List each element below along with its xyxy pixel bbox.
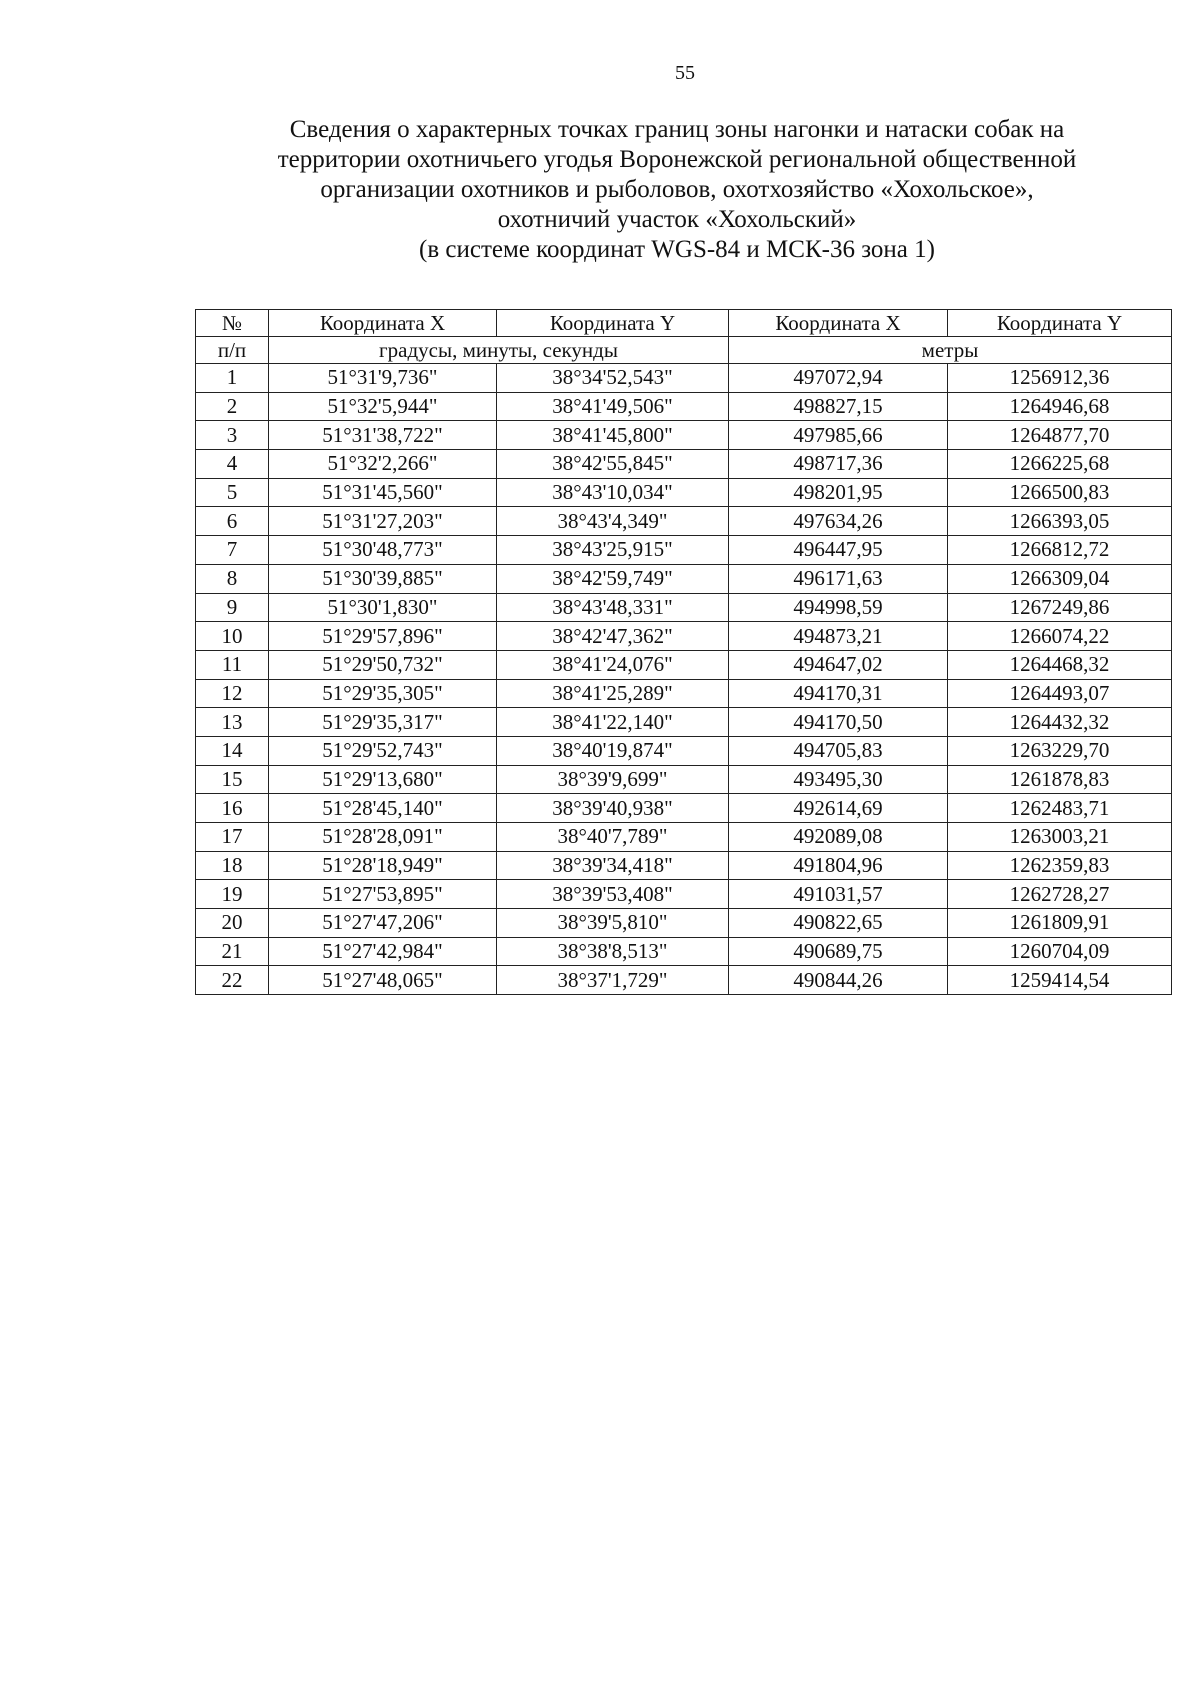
latitude-dms-cell: 51°29'13,680" [269, 765, 497, 794]
y-meters-cell: 1262728,27 [948, 880, 1172, 909]
x-meters-cell: 498827,15 [729, 392, 948, 421]
latitude-dms-cell: 51°27'47,206" [269, 909, 497, 938]
y-meters-cell: 1261878,83 [948, 765, 1172, 794]
table-row [196, 708, 1172, 737]
y-meters-cell: 1262483,71 [948, 794, 1172, 823]
title-line: (в системе координат WGS-84 и МСК-36 зона 1) [419, 236, 935, 263]
longitude-dms-cell: 38°38'8,513" [497, 937, 729, 966]
table-row [196, 392, 1172, 421]
x-meters-cell: 492089,08 [729, 823, 948, 852]
y-meters-cell: 1261809,91 [948, 909, 1172, 938]
latitude-dms-cell: 51°28'28,091" [269, 823, 497, 852]
table-row [196, 364, 1172, 393]
y-meters-cell: 1267249,86 [948, 593, 1172, 622]
y-meters-cell: 1264877,70 [948, 421, 1172, 450]
y-meters-cell: 1264432,32 [948, 708, 1172, 737]
latitude-dms-cell: 51°29'50,732" [269, 650, 497, 679]
title-line: охотничий участок «Хохольский» [497, 206, 857, 233]
point-number-cell: 20 [196, 909, 269, 938]
header-number-subtitle: п/п [196, 337, 269, 364]
longitude-dms-cell: 38°39'40,938" [497, 794, 729, 823]
table-row [196, 478, 1172, 507]
point-number-cell: 13 [196, 708, 269, 737]
point-number-cell: 14 [196, 736, 269, 765]
x-meters-cell: 494998,59 [729, 593, 948, 622]
y-meters-cell: 1264946,68 [948, 392, 1172, 421]
longitude-dms-cell: 38°39'34,418" [497, 851, 729, 880]
longitude-dms-cell: 38°39'9,699" [497, 765, 729, 794]
point-number-cell: 5 [196, 478, 269, 507]
longitude-dms-cell: 38°39'5,810" [497, 909, 729, 938]
point-number-cell: 2 [196, 392, 269, 421]
longitude-dms-cell: 38°41'24,076" [497, 650, 729, 679]
page-number: 55 [675, 62, 695, 84]
y-meters-cell: 1266309,04 [948, 564, 1172, 593]
x-meters-cell: 494873,21 [729, 622, 948, 651]
latitude-dms-cell: 51°32'2,266" [269, 450, 497, 479]
y-meters-cell: 1266225,68 [948, 450, 1172, 479]
y-meters-cell: 1260704,09 [948, 937, 1172, 966]
table-row [196, 450, 1172, 479]
point-number-cell: 3 [196, 421, 269, 450]
header-coordinate-y-meters: Координата Y [948, 310, 1172, 337]
y-meters-cell: 1259414,54 [948, 966, 1172, 995]
point-number-cell: 11 [196, 650, 269, 679]
x-meters-cell: 494170,31 [729, 679, 948, 708]
latitude-dms-cell: 51°27'48,065" [269, 966, 497, 995]
table-row [196, 823, 1172, 852]
x-meters-cell: 491804,96 [729, 851, 948, 880]
latitude-dms-cell: 51°29'35,317" [269, 708, 497, 737]
y-meters-cell: 1262359,83 [948, 851, 1172, 880]
table-row [196, 421, 1172, 450]
latitude-dms-cell: 51°30'1,830" [269, 593, 497, 622]
x-meters-cell: 494647,02 [729, 650, 948, 679]
x-meters-cell: 494705,83 [729, 736, 948, 765]
x-meters-cell: 497634,26 [729, 507, 948, 536]
header-coordinate-x-degrees: Координата X [269, 310, 497, 337]
header-coordinate-y-degrees: Координата Y [497, 310, 729, 337]
latitude-dms-cell: 51°27'42,984" [269, 937, 497, 966]
longitude-dms-cell: 38°41'22,140" [497, 708, 729, 737]
latitude-dms-cell: 51°32'5,944" [269, 392, 497, 421]
longitude-dms-cell: 38°43'4,349" [497, 507, 729, 536]
x-meters-cell: 498717,36 [729, 450, 948, 479]
latitude-dms-cell: 51°28'45,140" [269, 794, 497, 823]
y-meters-cell: 1266393,05 [948, 507, 1172, 536]
longitude-dms-cell: 38°41'49,506" [497, 392, 729, 421]
latitude-dms-cell: 51°30'48,773" [269, 536, 497, 565]
x-meters-cell: 496171,63 [729, 564, 948, 593]
point-number-cell: 12 [196, 679, 269, 708]
units-degrees: градусы, минуты, секунды [269, 337, 729, 364]
longitude-dms-cell: 38°40'7,789" [497, 823, 729, 852]
x-meters-cell: 490844,26 [729, 966, 948, 995]
x-meters-cell: 490689,75 [729, 937, 948, 966]
title-line: территории охотничьего угодья Воронежской региональной общественной [277, 146, 1077, 173]
longitude-dms-cell: 38°42'47,362" [497, 622, 729, 651]
table-row [196, 679, 1172, 708]
longitude-dms-cell: 38°34'52,543" [497, 364, 729, 393]
x-meters-cell: 491031,57 [729, 880, 948, 909]
table-row [196, 966, 1172, 995]
longitude-dms-cell: 38°42'55,845" [497, 450, 729, 479]
latitude-dms-cell: 51°30'39,885" [269, 564, 497, 593]
latitude-dms-cell: 51°31'9,736" [269, 364, 497, 393]
table-row [196, 794, 1172, 823]
longitude-dms-cell: 38°37'1,729" [497, 966, 729, 995]
longitude-dms-cell: 38°43'25,915" [497, 536, 729, 565]
x-meters-cell: 492614,69 [729, 794, 948, 823]
point-number-cell: 7 [196, 536, 269, 565]
table-row [196, 937, 1172, 966]
y-meters-cell: 1266500,83 [948, 478, 1172, 507]
table-row [196, 765, 1172, 794]
table-row [196, 622, 1172, 651]
x-meters-cell: 496447,95 [729, 536, 948, 565]
longitude-dms-cell: 38°43'48,331" [497, 593, 729, 622]
point-number-cell: 1 [196, 364, 269, 393]
latitude-dms-cell: 51°31'27,203" [269, 507, 497, 536]
point-number-cell: 19 [196, 880, 269, 909]
table-row [196, 593, 1172, 622]
point-number-cell: 15 [196, 765, 269, 794]
coordinates-table [195, 309, 1172, 995]
point-number-cell: 16 [196, 794, 269, 823]
table-row [196, 851, 1172, 880]
longitude-dms-cell: 38°43'10,034" [497, 478, 729, 507]
title-line: организации охотников и рыболовов, охотхозяйство «Хохольское», [320, 176, 1034, 203]
point-number-cell: 8 [196, 564, 269, 593]
y-meters-cell: 1264493,07 [948, 679, 1172, 708]
latitude-dms-cell: 51°29'57,896" [269, 622, 497, 651]
table-row [196, 909, 1172, 938]
y-meters-cell: 1266074,22 [948, 622, 1172, 651]
x-meters-cell: 494170,50 [729, 708, 948, 737]
table-row [196, 564, 1172, 593]
y-meters-cell: 1256912,36 [948, 364, 1172, 393]
point-number-cell: 21 [196, 937, 269, 966]
table-row [196, 650, 1172, 679]
latitude-dms-cell: 51°31'45,560" [269, 478, 497, 507]
table-body [196, 364, 1172, 995]
x-meters-cell: 490822,65 [729, 909, 948, 938]
longitude-dms-cell: 38°41'45,800" [497, 421, 729, 450]
point-number-cell: 9 [196, 593, 269, 622]
title-line: Сведения о характерных точках границ зоны нагонки и натаски собак на [289, 116, 1065, 143]
x-meters-cell: 498201,95 [729, 478, 948, 507]
point-number-cell: 22 [196, 966, 269, 995]
longitude-dms-cell: 38°42'59,749" [497, 564, 729, 593]
x-meters-cell: 497985,66 [729, 421, 948, 450]
point-number-cell: 10 [196, 622, 269, 651]
x-meters-cell: 493495,30 [729, 765, 948, 794]
point-number-cell: 17 [196, 823, 269, 852]
latitude-dms-cell: 51°29'35,305" [269, 679, 497, 708]
point-number-cell: 18 [196, 851, 269, 880]
header-number: № [196, 310, 269, 337]
point-number-cell: 6 [196, 507, 269, 536]
latitude-dms-cell: 51°31'38,722" [269, 421, 497, 450]
table-row [196, 507, 1172, 536]
latitude-dms-cell: 51°28'18,949" [269, 851, 497, 880]
point-number-cell: 4 [196, 450, 269, 479]
y-meters-cell: 1266812,72 [948, 536, 1172, 565]
table-row [196, 736, 1172, 765]
latitude-dms-cell: 51°27'53,895" [269, 880, 497, 909]
table-row [196, 536, 1172, 565]
y-meters-cell: 1263229,70 [948, 736, 1172, 765]
units-row [196, 337, 1172, 364]
longitude-dms-cell: 38°39'53,408" [497, 880, 729, 909]
header-coordinate-x-meters: Координата X [729, 310, 948, 337]
longitude-dms-cell: 38°41'25,289" [497, 679, 729, 708]
latitude-dms-cell: 51°29'52,743" [269, 736, 497, 765]
document-title [212, 115, 1142, 265]
units-meters: метры [729, 337, 1172, 364]
longitude-dms-cell: 38°40'19,874" [497, 736, 729, 765]
y-meters-cell: 1263003,21 [948, 823, 1172, 852]
y-meters-cell: 1264468,32 [948, 650, 1172, 679]
x-meters-cell: 497072,94 [729, 364, 948, 393]
table-row [196, 880, 1172, 909]
header-row [196, 310, 1172, 337]
